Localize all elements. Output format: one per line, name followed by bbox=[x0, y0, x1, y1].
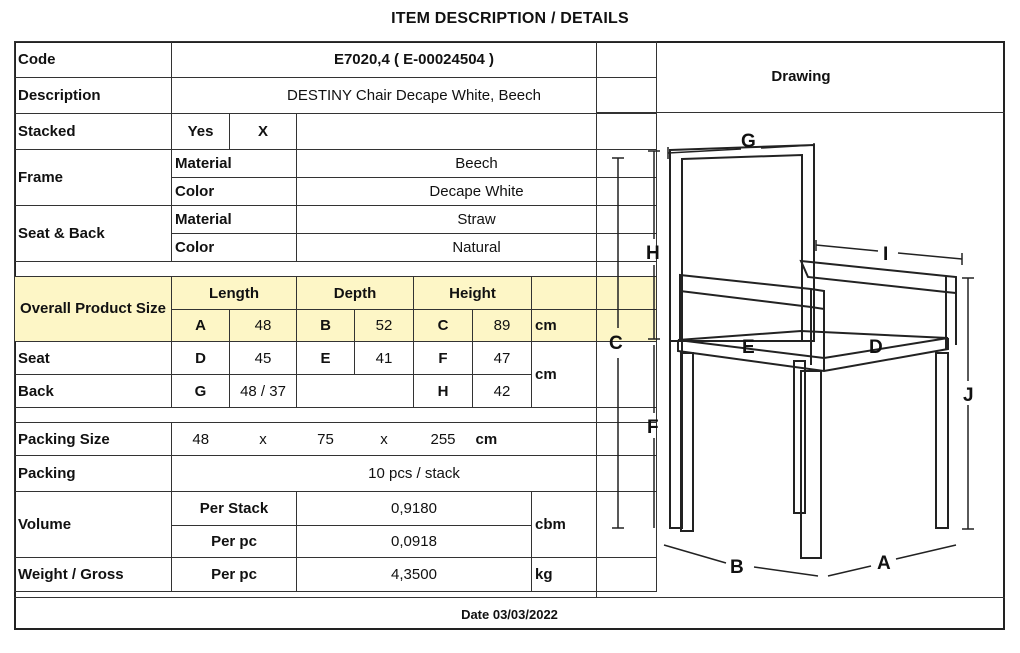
height-header: Height bbox=[414, 277, 532, 310]
frame-color-label: Color bbox=[172, 178, 297, 206]
packing-size-depth: 75 bbox=[297, 423, 355, 456]
volume-per-pc-value: 0,0918 bbox=[297, 526, 532, 558]
frame-color-value: Decape White bbox=[297, 178, 657, 206]
overall-unit: cm bbox=[532, 310, 657, 342]
spacer-row bbox=[15, 408, 657, 423]
page-title: ITEM DESCRIPTION / DETAILS bbox=[391, 10, 629, 27]
packing-size-x2: x bbox=[355, 423, 414, 456]
dim-h-letter: H bbox=[414, 375, 473, 408]
description-value: DESTINY Chair Decape White, Beech bbox=[172, 78, 657, 114]
letter-b: B bbox=[730, 557, 744, 578]
dim-b-letter: B bbox=[297, 310, 355, 342]
packing-size-width: 48 bbox=[172, 423, 230, 456]
frame-label: Frame bbox=[15, 150, 172, 206]
dim-c-value: 89 bbox=[473, 310, 532, 342]
dim-a-value: 48 bbox=[230, 310, 297, 342]
spec-table bbox=[14, 41, 657, 592]
dim-a-letter: A bbox=[172, 310, 230, 342]
dim-h-value: 42 bbox=[473, 375, 532, 408]
dim-f-value: 47 bbox=[473, 342, 532, 375]
letter-h: H bbox=[646, 243, 660, 264]
weight-label: Weight / Gross bbox=[15, 558, 172, 592]
stacked-label: Stacked bbox=[15, 114, 172, 150]
length-header: Length bbox=[172, 277, 297, 310]
seat-back-color-label: Color bbox=[172, 234, 297, 262]
chair-frame bbox=[670, 145, 956, 558]
letter-f: F bbox=[647, 417, 659, 438]
dim-e-value: 41 bbox=[355, 342, 414, 375]
packing-size-label: Packing Size bbox=[15, 423, 172, 456]
packing-size-unit: cm bbox=[473, 423, 657, 456]
spacer-row bbox=[15, 262, 657, 277]
letter-e: E bbox=[742, 337, 755, 358]
letter-i: I bbox=[883, 244, 889, 265]
weight-unit: kg bbox=[532, 558, 657, 592]
drawing-header: Drawing bbox=[596, 41, 1005, 113]
depth-header: Depth bbox=[297, 277, 414, 310]
stacked-mark: X bbox=[230, 114, 297, 150]
volume-unit: cbm bbox=[532, 492, 657, 558]
code-value: E7020,4 ( E-00024504 ) bbox=[172, 42, 657, 78]
seat-back-color-value: Natural bbox=[297, 234, 657, 262]
stacked-yes-label: Yes bbox=[172, 114, 230, 150]
packing-label: Packing bbox=[15, 456, 172, 492]
dim-d-value: 45 bbox=[230, 342, 297, 375]
back-label: Back bbox=[15, 375, 172, 408]
chair-drawing bbox=[596, 113, 1005, 597]
packing-size-height: 255 bbox=[414, 423, 473, 456]
dim-f-letter: F bbox=[414, 342, 473, 375]
dim-d-letter: D bbox=[172, 342, 230, 375]
back-empty bbox=[297, 375, 414, 408]
letter-d: D bbox=[869, 337, 883, 358]
volume-per-pc-label: Per pc bbox=[172, 526, 297, 558]
code-label: Code bbox=[15, 42, 172, 78]
seat-back-unit: cm bbox=[532, 342, 657, 408]
chair-drawing-svg bbox=[596, 113, 1005, 597]
dim-g-value: 48 / 37 bbox=[230, 375, 297, 408]
frame-material-value: Beech bbox=[297, 150, 657, 178]
overall-size-label: Overall Product Size bbox=[15, 277, 172, 342]
letter-c: C bbox=[609, 333, 623, 354]
seat-label: Seat bbox=[15, 342, 172, 375]
packing-size-x1: x bbox=[230, 423, 297, 456]
letter-g: G bbox=[741, 131, 756, 152]
per-stack-value: 0,9180 bbox=[297, 492, 532, 526]
per-stack-label: Per Stack bbox=[172, 492, 297, 526]
seat-back-label: Seat & Back bbox=[15, 206, 172, 262]
dim-e-letter: E bbox=[297, 342, 355, 375]
volume-label: Volume bbox=[15, 492, 172, 558]
letter-a: A bbox=[877, 553, 891, 574]
packing-value: 10 pcs / stack bbox=[172, 456, 657, 492]
letter-j: J bbox=[963, 385, 974, 406]
description-label: Description bbox=[15, 78, 172, 114]
dim-c-letter: C bbox=[414, 310, 473, 342]
dim-b-value: 52 bbox=[355, 310, 414, 342]
seat-back-material-value: Straw bbox=[297, 206, 657, 234]
weight-value: 4,3500 bbox=[297, 558, 532, 592]
date-footer: Date 03/03/2022 bbox=[14, 597, 1005, 630]
seat-back-material-label: Material bbox=[172, 206, 297, 234]
weight-per-pc-label: Per pc bbox=[172, 558, 297, 592]
dim-g-letter: G bbox=[172, 375, 230, 408]
frame-material-label: Material bbox=[172, 150, 297, 178]
